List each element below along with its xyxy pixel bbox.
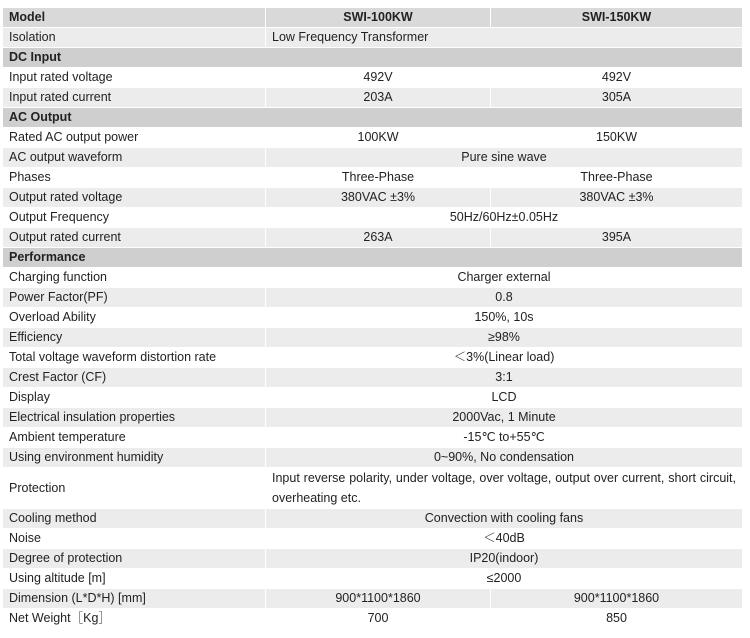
table-row-overload [3, 308, 743, 328]
row-value: 50Hz/60Hz±0.05Hz [266, 208, 743, 228]
value-150kw: 150KW [491, 128, 743, 148]
row-label: Display [3, 388, 266, 408]
table-row-output-frequency [3, 208, 743, 228]
row-value: 3:1 [266, 368, 743, 388]
value-150kw: Three-Phase [491, 168, 743, 188]
section-performance [3, 248, 743, 268]
row-value: Input reverse polarity, under voltage, over voltage, output over current, short circuit, overheating etc. [266, 468, 743, 509]
row-label: Using altitude [m] [3, 569, 266, 589]
row-label: Phases [3, 168, 266, 188]
table-row-noise [3, 529, 743, 549]
section-dc-input [3, 48, 743, 68]
row-label: Cooling method [3, 509, 266, 529]
row-label: Input rated voltage [3, 68, 266, 88]
value-100kw: 100KW [266, 128, 491, 148]
table-row-output-waveform [3, 148, 743, 168]
value-100kw: 492V [266, 68, 491, 88]
row-value: 2000Vac, 1 Minute [266, 408, 743, 428]
table-row-output-power [3, 128, 743, 148]
table-row-power-factor [3, 288, 743, 308]
value-100kw: 700 [266, 609, 491, 629]
table-row-protection [3, 468, 743, 509]
row-label: Rated AC output power [3, 128, 266, 148]
value-150kw: 900*1100*1860 [491, 589, 743, 609]
table-row-charging [3, 268, 743, 288]
row-label: Output rated current [3, 228, 266, 248]
table-row-isolation [3, 28, 743, 48]
row-label: Ambient temperature [3, 428, 266, 448]
table-row-dimension [3, 589, 743, 609]
table-row-crest-factor [3, 368, 743, 388]
value-150kw: 305A [491, 88, 743, 108]
value-150kw: 395A [491, 228, 743, 248]
table-row-humidity [3, 448, 743, 468]
row-label: Output rated voltage [3, 188, 266, 208]
row-value: LCD [266, 388, 743, 408]
row-label: Electrical insulation properties [3, 408, 266, 428]
model-swi-100kw: SWI-100KW [266, 8, 491, 28]
row-label: Noise [3, 529, 266, 549]
row-value: Pure sine wave [266, 148, 743, 168]
table-row-display [3, 388, 743, 408]
row-value: Low Frequency Transformer [266, 28, 743, 48]
value-100kw: 263A [266, 228, 491, 248]
value-150kw: 492V [491, 68, 743, 88]
table-row-efficiency [3, 328, 743, 348]
section-title: Performance [3, 248, 743, 268]
row-label: AC output waveform [3, 148, 266, 168]
row-label: Protection [3, 468, 266, 509]
row-label: Charging function [3, 268, 266, 288]
table-row-insulation [3, 408, 743, 428]
row-label: Using environment humidity [3, 448, 266, 468]
table-row-output-voltage [3, 188, 743, 208]
row-value: 0.8 [266, 288, 743, 308]
row-value: ＜40dB [266, 529, 743, 549]
section-ac-output [3, 108, 743, 128]
row-label: Overload Ability [3, 308, 266, 328]
value-150kw: 850 [491, 609, 743, 629]
row-value: IP20(indoor) [266, 549, 743, 569]
table-row-input-current [3, 88, 743, 108]
row-label: Power Factor(PF) [3, 288, 266, 308]
row-value: Charger external [266, 268, 743, 288]
table-row-altitude [3, 569, 743, 589]
row-label: Output Frequency [3, 208, 266, 228]
row-value: ≤2000 [266, 569, 743, 589]
row-label: Net Weight［Kg］ [3, 609, 266, 629]
model-header-row [3, 8, 743, 28]
table-row-cooling [3, 509, 743, 529]
value-100kw: Three-Phase [266, 168, 491, 188]
row-label: Dimension (L*D*H) [mm] [3, 589, 266, 609]
value-100kw: 380VAC ±3% [266, 188, 491, 208]
section-title: DC Input [3, 48, 743, 68]
value-150kw: 380VAC ±3% [491, 188, 743, 208]
table-row-ambient-temperature [3, 428, 743, 448]
row-value: 150%, 10s [266, 308, 743, 328]
row-value: Convection with cooling fans [266, 509, 743, 529]
row-label: Isolation [3, 28, 266, 48]
table-row-phases [3, 168, 743, 188]
row-value: 0~90%, No condensation [266, 448, 743, 468]
table-row-output-current [3, 228, 743, 248]
model-swi-150kw: SWI-150KW [491, 8, 743, 28]
value-100kw: 203A [266, 88, 491, 108]
table-row-input-voltage [3, 68, 743, 88]
value-100kw: 900*1100*1860 [266, 589, 491, 609]
row-label: Efficiency [3, 328, 266, 348]
row-value: ＜3%(Linear load) [266, 348, 743, 368]
row-value: -15℃ to+55℃ [266, 428, 743, 448]
table-row-ip-rating [3, 549, 743, 569]
table-row-net-weight [3, 609, 743, 629]
row-label: Total voltage waveform distortion rate [3, 348, 266, 368]
row-label: Crest Factor (CF) [3, 368, 266, 388]
spec-table [2, 7, 743, 629]
row-label: Degree of protection [3, 549, 266, 569]
row-value: ≥98% [266, 328, 743, 348]
model-label: Model [3, 8, 266, 28]
row-label: Input rated current [3, 88, 266, 108]
section-title: AC Output [3, 108, 743, 128]
table-row-thd [3, 348, 743, 368]
